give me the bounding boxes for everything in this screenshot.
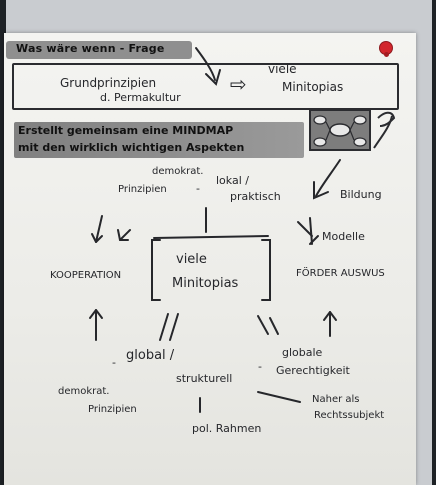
- center-line1: viele: [176, 252, 207, 267]
- modelle-label: Modelle: [322, 230, 365, 243]
- task-line1: Erstellt gemeinsam eine MINDMAP: [18, 124, 234, 137]
- naher-line1: Naher als: [312, 394, 360, 405]
- question-right-line2: Minitopias: [282, 80, 344, 94]
- kooperation-label: KOOPERATION: [50, 270, 122, 281]
- question-left-line1: Grundprinzipien: [60, 76, 157, 90]
- pol-rahmen-label: pol. Rahmen: [192, 422, 262, 435]
- top-right-line2: praktisch: [230, 190, 281, 203]
- question-title: Was wäre wenn - Frage: [16, 42, 165, 55]
- foerder-label: FÖRDER AUSWUS: [296, 268, 385, 279]
- task-line2: mit den wirklich wichtigen Aspekten: [18, 141, 245, 154]
- global-label: global /: [126, 348, 175, 363]
- naher-line2: Rechtssubjekt: [314, 410, 385, 421]
- bildung-label: Bildung: [340, 188, 382, 201]
- top-left-line1: demokrat.: [152, 166, 204, 177]
- dash-left-label: -: [112, 356, 116, 369]
- center-line2: Minitopias: [172, 276, 239, 291]
- top-dash: -: [196, 182, 200, 195]
- strukturell-label: strukturell: [176, 372, 233, 385]
- arrow-right-icon: ⇨: [230, 72, 247, 96]
- dash-between-label: -: [258, 360, 262, 373]
- bottom-left-line1: demokrat.: [58, 386, 110, 397]
- top-right-line1: lokal /: [216, 174, 249, 187]
- question-right-line1: viele: [268, 62, 297, 76]
- top-left-line2: Prinzipien: [118, 184, 167, 195]
- globale-line1: globale: [282, 346, 323, 359]
- bottom-left-line2: Prinzipien: [88, 404, 137, 415]
- question-left-line2: d. Permakultur: [100, 91, 181, 104]
- globale-line2: Gerechtigkeit: [276, 364, 350, 377]
